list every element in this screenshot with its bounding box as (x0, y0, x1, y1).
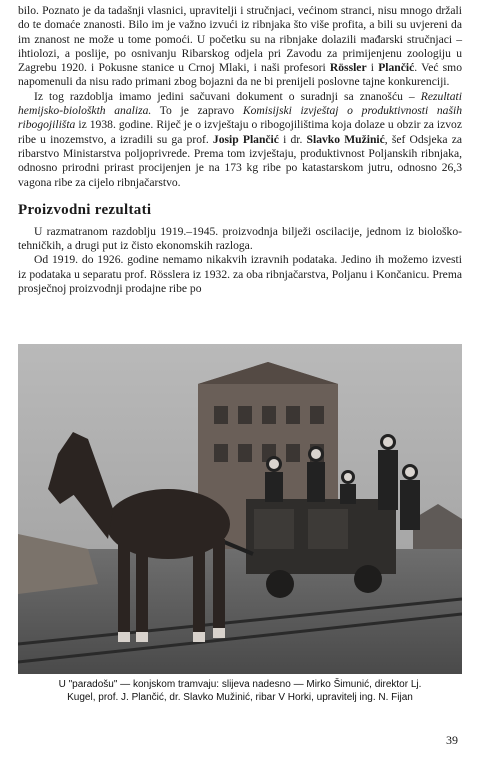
photo-illustration (18, 344, 462, 674)
page-text (18, 4, 462, 296)
historical-photo (18, 344, 462, 674)
paragraph-2 (18, 90, 462, 190)
caption-line-1: U "paradošu" — konjskom tramvaju: slijeva nadesno — Mirko Šimunić, direktor Lj. (58, 679, 422, 690)
section-heading: Proizvodni rezultati (18, 201, 152, 218)
text-run: Iz tog razdoblja imamo jedini sačuvani dokument o suradnji sa znanošću – (34, 89, 421, 103)
text-run: iz 1938. godine. Riječ je o izvještaju o ribogojilištima koja dolaze u obzir za izvoz ribe u inozemstvo, a izradili su ga prof. (18, 118, 462, 146)
paragraph-3: U razmatranom razdoblju 1919.–1945. proizvodnja bilježi oscilacije, jednom iz biološko-tehničkih, a drugi put iz čisto ekonomskih razloga. (18, 224, 462, 253)
text-run: To je zapravo (151, 104, 243, 118)
text-run: . Već smo napomenuli da nisu rado primani zbog bojazni da ne bi prenijeli poslovne tajne konkurenciji. (18, 61, 462, 89)
page-number: 39 (446, 733, 458, 747)
document-title: Rezultati hemijsko-biološkth analiza. (18, 89, 462, 118)
text-run: i (366, 61, 379, 75)
paragraph-1 (18, 4, 462, 90)
text-run: i dr. (278, 132, 307, 146)
name-slavko-muzinic: Slavko Mužinić (306, 132, 385, 146)
caption-line-2: Kugel, prof. J. Plančić, dr. Slavko Mužinić, ribar V Horki, upravitelj ing. N. Fijan (67, 692, 413, 703)
paragraph-4: Od 1919. do 1926. godine nemamo nikakvih izravnih podataka. Jedino ih možemo izvesti iz podataka u separatu prof. Rösslera iz 1932. za oba ribnjačarstva, Poljanu i Končanicu. Prema prosječnoj proizvodnji prodajne ribe po (18, 253, 462, 296)
name-rossler: Rössler (329, 61, 367, 75)
name-plancic: Plančić (378, 61, 415, 75)
text-run: , šef Odsjeka za ribarstvo Ministarstva poljoprivrede. Prema tom izvještaju, produktivnost Poljanskih ribnjaka, odnosno prirodni prirast procijenjen je na 173 kg ribe po katastarskom jutru, odnosno 26,3 vagona ribe za cijelo ribnjačarstvo. (18, 132, 462, 189)
name-josip-plancic: Josip Plančić (212, 132, 279, 146)
text-run: bilo. Poznato je da tadašnji vlasnici, upravitelji i stručnjaci, većinom stranci, nisu mnogo držali do te domaće znanosti. Bilo im je važno izvući iz ribnjaka što više profita, a bili su uvjereni da im znanost ne može u tome pomoći. U početku su na ribnjake dolazili mađarski stručnjaci – ihtiolozi, a poslije, po osnivanju Ribarskog odjela pri Zavodu za primijenjenu zoologiju u Zagrebu 1920. i Pokusne stanice u Crnoj Mlaki, i naši profesori (18, 4, 462, 75)
report-title: Komisijski izvještaj o produktivnosti naših ribogojilišta (18, 104, 462, 132)
photo-caption (18, 678, 462, 704)
